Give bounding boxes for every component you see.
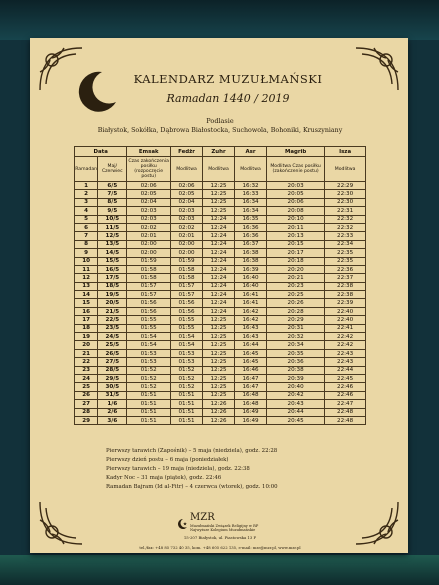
- table-row: [75, 207, 366, 215]
- time-cell: 01:55: [127, 316, 171, 324]
- time-cell: 01:51: [127, 400, 171, 408]
- time-cell: 22:33: [325, 232, 366, 240]
- time-cell: 20:15: [267, 240, 325, 248]
- time-cell: 01:54: [171, 333, 203, 341]
- time-cell: 02:04: [127, 198, 171, 206]
- time-cell: 22:32: [325, 223, 366, 231]
- date-cell: 20/5: [98, 299, 127, 307]
- subheader-isza: Modlitwa: [325, 157, 366, 182]
- time-cell: 22:35: [325, 249, 366, 257]
- time-cell: 16:34: [235, 207, 267, 215]
- background-bottom: [0, 555, 439, 585]
- org-short-name: MZR: [190, 512, 215, 523]
- org-contact: tel./fax: +48 85 732 40 35, kom. +48 605 622 135, e-mail: mzr@mzr.pl, www.mzr.pl: [139, 545, 301, 550]
- ramadan-day-cell: 25: [75, 383, 98, 391]
- date-cell: 19/5: [98, 291, 127, 299]
- time-cell: 16:48: [235, 391, 267, 399]
- time-cell: 01:52: [171, 374, 203, 382]
- time-cell: 01:51: [171, 391, 203, 399]
- time-cell: 01:57: [171, 282, 203, 290]
- time-cell: 02:03: [127, 215, 171, 223]
- time-cell: 01:55: [171, 316, 203, 324]
- date-cell: 7/5: [98, 190, 127, 198]
- time-cell: 02:02: [127, 223, 171, 231]
- time-cell: 02:02: [171, 223, 203, 231]
- subheader-asr: Modlitwa: [235, 157, 267, 182]
- table-row: [75, 274, 366, 282]
- time-cell: 22:34: [325, 240, 366, 248]
- date-cell: 16/5: [98, 265, 127, 273]
- time-cell: 12:24: [203, 274, 235, 282]
- time-cell: 22:39: [325, 299, 366, 307]
- ramadan-day-cell: 18: [75, 324, 98, 332]
- time-cell: 20:28: [267, 307, 325, 315]
- date-cell: 21/5: [98, 307, 127, 315]
- date-cell: 18/5: [98, 282, 127, 290]
- ramadan-day-cell: 1: [75, 182, 98, 190]
- table-row: [75, 316, 366, 324]
- ramadan-day-cell: 23: [75, 366, 98, 374]
- time-cell: 02:01: [171, 232, 203, 240]
- date-cell: 9/5: [98, 207, 127, 215]
- ramadan-day-cell: 22: [75, 358, 98, 366]
- time-cell: 01:52: [127, 383, 171, 391]
- time-cell: 12:25: [203, 374, 235, 382]
- time-cell: 16:32: [235, 182, 267, 190]
- time-cell: 20:18: [267, 257, 325, 265]
- time-cell: 12:24: [203, 265, 235, 273]
- subheader-fedzr: Modlitwa: [171, 157, 203, 182]
- time-cell: 01:56: [127, 307, 171, 315]
- time-cell: 20:38: [267, 366, 325, 374]
- time-cell: 02:00: [127, 240, 171, 248]
- time-cell: 20:21: [267, 274, 325, 282]
- time-cell: 22:46: [325, 383, 366, 391]
- time-cell: 22:48: [325, 408, 366, 416]
- floral-corner-ornament-icon: [352, 498, 402, 548]
- time-cell: 22:41: [325, 324, 366, 332]
- time-cell: 22:36: [325, 265, 366, 273]
- ramadan-day-cell: 14: [75, 291, 98, 299]
- table-row: [75, 400, 366, 408]
- time-cell: 16:44: [235, 341, 267, 349]
- time-cell: 16:42: [235, 316, 267, 324]
- time-cell: 12:24: [203, 282, 235, 290]
- table-row: [75, 383, 366, 391]
- time-cell: 16:42: [235, 307, 267, 315]
- time-cell: 02:05: [171, 190, 203, 198]
- time-cell: 02:00: [171, 249, 203, 257]
- table-row: [75, 366, 366, 374]
- time-cell: 16:35: [235, 215, 267, 223]
- time-cell: 22:43: [325, 349, 366, 357]
- time-cell: 12:25: [203, 198, 235, 206]
- time-cell: 22:31: [325, 207, 366, 215]
- time-cell: 20:25: [267, 291, 325, 299]
- time-cell: 20:11: [267, 223, 325, 231]
- header-asr: Asr: [235, 147, 267, 157]
- table-row: [75, 341, 366, 349]
- time-cell: 16:39: [235, 265, 267, 273]
- time-cell: 12:25: [203, 391, 235, 399]
- time-cell: 16:43: [235, 324, 267, 332]
- time-cell: 12:25: [203, 182, 235, 190]
- time-cell: 20:10: [267, 215, 325, 223]
- date-cell: 14/5: [98, 249, 127, 257]
- time-cell: 20:42: [267, 391, 325, 399]
- time-cell: 20:26: [267, 299, 325, 307]
- time-cell: 16:40: [235, 274, 267, 282]
- time-cell: 12:24: [203, 249, 235, 257]
- time-cell: 01:58: [171, 265, 203, 273]
- time-cell: 01:54: [127, 333, 171, 341]
- time-cell: 12:24: [203, 240, 235, 248]
- time-cell: 16:45: [235, 358, 267, 366]
- time-cell: 16:47: [235, 383, 267, 391]
- time-cell: 01:54: [171, 341, 203, 349]
- time-cell: 02:03: [171, 215, 203, 223]
- time-cell: 12:25: [203, 207, 235, 215]
- time-cell: 22:47: [325, 400, 366, 408]
- header-magrib: Magrib: [267, 147, 325, 157]
- time-cell: 20:44: [267, 408, 325, 416]
- ramadan-day-cell: 27: [75, 400, 98, 408]
- time-cell: 01:54: [127, 341, 171, 349]
- table-row: [75, 299, 366, 307]
- time-cell: 16:34: [235, 198, 267, 206]
- header-emsak: Emsak: [127, 147, 171, 157]
- header-zuhr: Zuhr: [203, 147, 235, 157]
- floral-corner-ornament-icon: [352, 44, 402, 94]
- table-row: [75, 282, 366, 290]
- time-cell: 20:45: [267, 416, 325, 424]
- ramadan-day-cell: 13: [75, 282, 98, 290]
- table-row: [75, 249, 366, 257]
- subheader-ramadan: Ramadan: [75, 157, 98, 182]
- time-cell: 20:43: [267, 400, 325, 408]
- time-cell: 01:57: [127, 291, 171, 299]
- date-cell: 15/5: [98, 257, 127, 265]
- ramadan-day-cell: 5: [75, 215, 98, 223]
- time-cell: 01:57: [171, 291, 203, 299]
- table-row: [75, 333, 366, 341]
- time-cell: 20:40: [267, 383, 325, 391]
- time-cell: 01:55: [127, 324, 171, 332]
- time-cell: 02:00: [171, 240, 203, 248]
- ramadan-day-cell: 19: [75, 333, 98, 341]
- time-cell: 16:48: [235, 400, 267, 408]
- page-title: KALENDARZ MUZUŁMAŃSKI: [133, 72, 323, 86]
- time-cell: 01:56: [171, 299, 203, 307]
- time-cell: 01:59: [127, 257, 171, 265]
- time-cell: 20:35: [267, 349, 325, 357]
- time-cell: 12:25: [203, 190, 235, 198]
- note-item: Pierwszy dzień postu – 6 maja (poniedziałek): [106, 457, 229, 463]
- time-cell: 22:35: [325, 257, 366, 265]
- ramadan-day-cell: 29: [75, 416, 98, 424]
- time-cell: 01:57: [127, 282, 171, 290]
- note-item: Kadyr Noc – 31 maja (piątek), godz. 22:46: [106, 475, 222, 481]
- time-cell: 20:34: [267, 341, 325, 349]
- date-cell: 26/5: [98, 349, 127, 357]
- table-row: [75, 324, 366, 332]
- date-cell: 8/5: [98, 198, 127, 206]
- time-cell: 20:20: [267, 265, 325, 273]
- time-cell: 12:24: [203, 291, 235, 299]
- time-cell: 20:08: [267, 207, 325, 215]
- date-cell: 23/5: [98, 324, 127, 332]
- time-cell: 22:45: [325, 374, 366, 382]
- date-cell: 30/5: [98, 383, 127, 391]
- time-cell: 01:52: [127, 366, 171, 374]
- date-cell: 27/5: [98, 358, 127, 366]
- time-cell: 12:25: [203, 316, 235, 324]
- time-cell: 01:55: [171, 324, 203, 332]
- ramadan-day-cell: 17: [75, 316, 98, 324]
- date-cell: 25/5: [98, 341, 127, 349]
- ramadan-day-cell: 16: [75, 307, 98, 315]
- time-cell: 12:25: [203, 341, 235, 349]
- floral-corner-ornament-icon: [36, 498, 86, 548]
- time-cell: 22:48: [325, 416, 366, 424]
- region-list: Białystok, Sokółka, Dąbrowa Białostocka, Suchowola, Bohoniki, Kruszyniany: [97, 127, 343, 134]
- header-isza: Isza: [325, 147, 366, 157]
- table-row: [75, 374, 366, 382]
- date-cell: 22/5: [98, 316, 127, 324]
- subheader-zuhr: Modlitwa: [203, 157, 235, 182]
- table-row: [75, 408, 366, 416]
- time-cell: 01:52: [171, 383, 203, 391]
- time-cell: 01:56: [127, 299, 171, 307]
- ramadan-day-cell: 24: [75, 374, 98, 382]
- time-cell: 02:00: [127, 249, 171, 257]
- ramadan-day-cell: 6: [75, 223, 98, 231]
- time-cell: 01:53: [171, 349, 203, 357]
- date-cell: 31/5: [98, 391, 127, 399]
- table-row: [75, 190, 366, 198]
- time-cell: 22:29: [325, 182, 366, 190]
- date-cell: 24/5: [98, 333, 127, 341]
- table-row: [75, 391, 366, 399]
- note-item: Ramadan Bajram (Id al-Fitr) – 4 czerwca (wtorek), godz. 10:00: [106, 484, 278, 490]
- time-cell: 22:46: [325, 391, 366, 399]
- ramadan-day-cell: 9: [75, 249, 98, 257]
- time-cell: 12:24: [203, 257, 235, 265]
- time-cell: 16:38: [235, 257, 267, 265]
- time-cell: 16:46: [235, 366, 267, 374]
- ramadan-day-cell: 3: [75, 198, 98, 206]
- ramadan-day-cell: 11: [75, 265, 98, 273]
- time-cell: 20:29: [267, 316, 325, 324]
- time-cell: 01:58: [171, 274, 203, 282]
- time-cell: 01:51: [171, 416, 203, 424]
- time-cell: 22:38: [325, 282, 366, 290]
- time-cell: 01:59: [171, 257, 203, 265]
- time-cell: 01:53: [127, 358, 171, 366]
- ramadan-day-cell: 20: [75, 341, 98, 349]
- table-row: [75, 291, 366, 299]
- date-cell: 13/5: [98, 240, 127, 248]
- time-cell: 02:03: [127, 207, 171, 215]
- table-row: [75, 349, 366, 357]
- time-cell: 12:24: [203, 299, 235, 307]
- ramadan-day-cell: 8: [75, 240, 98, 248]
- table-row: [75, 257, 366, 265]
- time-cell: 12:25: [203, 349, 235, 357]
- time-cell: 12:25: [203, 333, 235, 341]
- notes-list: [106, 447, 356, 492]
- time-cell: 01:56: [171, 307, 203, 315]
- date-cell: 29/5: [98, 374, 127, 382]
- time-cell: 02:05: [127, 190, 171, 198]
- time-cell: 20:05: [267, 190, 325, 198]
- note-item: Pierwszy tarawich (Zapośnik) – 5 maja (niedziela), godz. 22:28: [106, 448, 278, 454]
- table-row: [75, 223, 366, 231]
- ramadan-day-cell: 4: [75, 207, 98, 215]
- time-cell: 01:53: [171, 358, 203, 366]
- time-cell: 16:47: [235, 374, 267, 382]
- time-cell: 22:30: [325, 198, 366, 206]
- time-cell: 22:40: [325, 316, 366, 324]
- time-cell: 16:41: [235, 299, 267, 307]
- time-cell: 20:39: [267, 374, 325, 382]
- time-cell: 16:43: [235, 333, 267, 341]
- date-cell: 28/5: [98, 366, 127, 374]
- date-cell: 17/5: [98, 274, 127, 282]
- date-cell: 1/6: [98, 400, 127, 408]
- time-cell: 01:51: [127, 408, 171, 416]
- time-cell: 16:40: [235, 282, 267, 290]
- time-cell: 22:40: [325, 307, 366, 315]
- table-row: [75, 240, 366, 248]
- ramadan-day-cell: 21: [75, 349, 98, 357]
- time-cell: 02:06: [127, 182, 171, 190]
- time-cell: 22:37: [325, 274, 366, 282]
- time-cell: 22:44: [325, 366, 366, 374]
- time-cell: 02:06: [171, 182, 203, 190]
- time-cell: 12:26: [203, 408, 235, 416]
- time-cell: 22:42: [325, 333, 366, 341]
- table-row: [75, 358, 366, 366]
- table-row: [75, 215, 366, 223]
- time-cell: 02:01: [127, 232, 171, 240]
- region-title: Podlasie: [206, 117, 234, 125]
- time-cell: 16:45: [235, 349, 267, 357]
- ramadan-day-cell: 28: [75, 408, 98, 416]
- time-cell: 20:32: [267, 333, 325, 341]
- header-fedzr: Fedżr: [171, 147, 203, 157]
- time-cell: 12:25: [203, 383, 235, 391]
- table-row: [75, 416, 366, 424]
- prayer-times-table: [74, 146, 366, 425]
- table-row: [75, 198, 366, 206]
- date-cell: 3/6: [98, 416, 127, 424]
- background-top: [0, 0, 439, 40]
- ramadan-day-cell: 2: [75, 190, 98, 198]
- date-cell: 2/6: [98, 408, 127, 416]
- time-cell: 01:52: [127, 374, 171, 382]
- time-cell: 16:49: [235, 416, 267, 424]
- time-cell: 01:51: [127, 391, 171, 399]
- time-cell: 22:42: [325, 341, 366, 349]
- time-cell: 16:37: [235, 240, 267, 248]
- date-cell: 11/5: [98, 223, 127, 231]
- time-cell: 01:51: [127, 416, 171, 424]
- subheader-magrib: Modlitwa Czas posiłku (zakończenie postu): [267, 157, 325, 182]
- ramadan-day-cell: 7: [75, 232, 98, 240]
- table-row: [75, 232, 366, 240]
- time-cell: 12:24: [203, 223, 235, 231]
- subheader-emsak: Czas zakończenia posiłku (rozpoczęcie postu): [127, 157, 171, 182]
- subheader-date: Maj/ Czerwiec: [98, 157, 127, 182]
- header-data: Data: [75, 147, 127, 157]
- star-crescent-icon: [176, 515, 188, 527]
- time-cell: 01:52: [171, 366, 203, 374]
- time-cell: 22:32: [325, 215, 366, 223]
- time-cell: 12:26: [203, 400, 235, 408]
- time-cell: 01:51: [171, 400, 203, 408]
- time-cell: 20:03: [267, 182, 325, 190]
- time-cell: 20:06: [267, 198, 325, 206]
- table-row: [75, 265, 366, 273]
- org-address: 15-207 Białystok, ul. Piastowska 13 F: [183, 535, 257, 540]
- time-cell: 12:24: [203, 307, 235, 315]
- time-cell: 12:24: [203, 232, 235, 240]
- time-cell: 16:33: [235, 190, 267, 198]
- time-cell: 20:31: [267, 324, 325, 332]
- time-cell: 22:38: [325, 291, 366, 299]
- time-cell: 01:58: [127, 265, 171, 273]
- page-subtitle: Ramadan 1440 / 2019: [166, 92, 290, 105]
- time-cell: 20:17: [267, 249, 325, 257]
- time-cell: 16:36: [235, 223, 267, 231]
- time-cell: 22:43: [325, 358, 366, 366]
- date-cell: 10/5: [98, 215, 127, 223]
- date-cell: 12/5: [98, 232, 127, 240]
- time-cell: 16:41: [235, 291, 267, 299]
- time-cell: 16:38: [235, 249, 267, 257]
- date-cell: 6/5: [98, 182, 127, 190]
- time-cell: 20:13: [267, 232, 325, 240]
- org-full-name: Muzułmański Związek Religijny w RP Najwyższe Kolegium Muzułmańskie: [190, 524, 259, 532]
- time-cell: 12:25: [203, 366, 235, 374]
- time-cell: 16:49: [235, 408, 267, 416]
- time-cell: 20:23: [267, 282, 325, 290]
- time-cell: 02:04: [171, 198, 203, 206]
- time-cell: 01:58: [127, 274, 171, 282]
- ramadan-day-cell: 10: [75, 257, 98, 265]
- time-cell: 02:03: [171, 207, 203, 215]
- time-cell: 12:25: [203, 358, 235, 366]
- time-cell: 01:53: [127, 349, 171, 357]
- time-cell: 01:51: [171, 408, 203, 416]
- time-cell: 12:25: [203, 324, 235, 332]
- note-item: Pierwszy tarawich – 19 maja (niedziela), godz. 22:38: [106, 466, 250, 472]
- table-row: [75, 182, 366, 190]
- time-cell: 20:36: [267, 358, 325, 366]
- ramadan-day-cell: 15: [75, 299, 98, 307]
- ramadan-day-cell: 26: [75, 391, 98, 399]
- time-cell: 16:36: [235, 232, 267, 240]
- table-row: [75, 307, 366, 315]
- time-cell: 22:30: [325, 190, 366, 198]
- time-cell: 12:24: [203, 215, 235, 223]
- ramadan-day-cell: 12: [75, 274, 98, 282]
- time-cell: 12:26: [203, 416, 235, 424]
